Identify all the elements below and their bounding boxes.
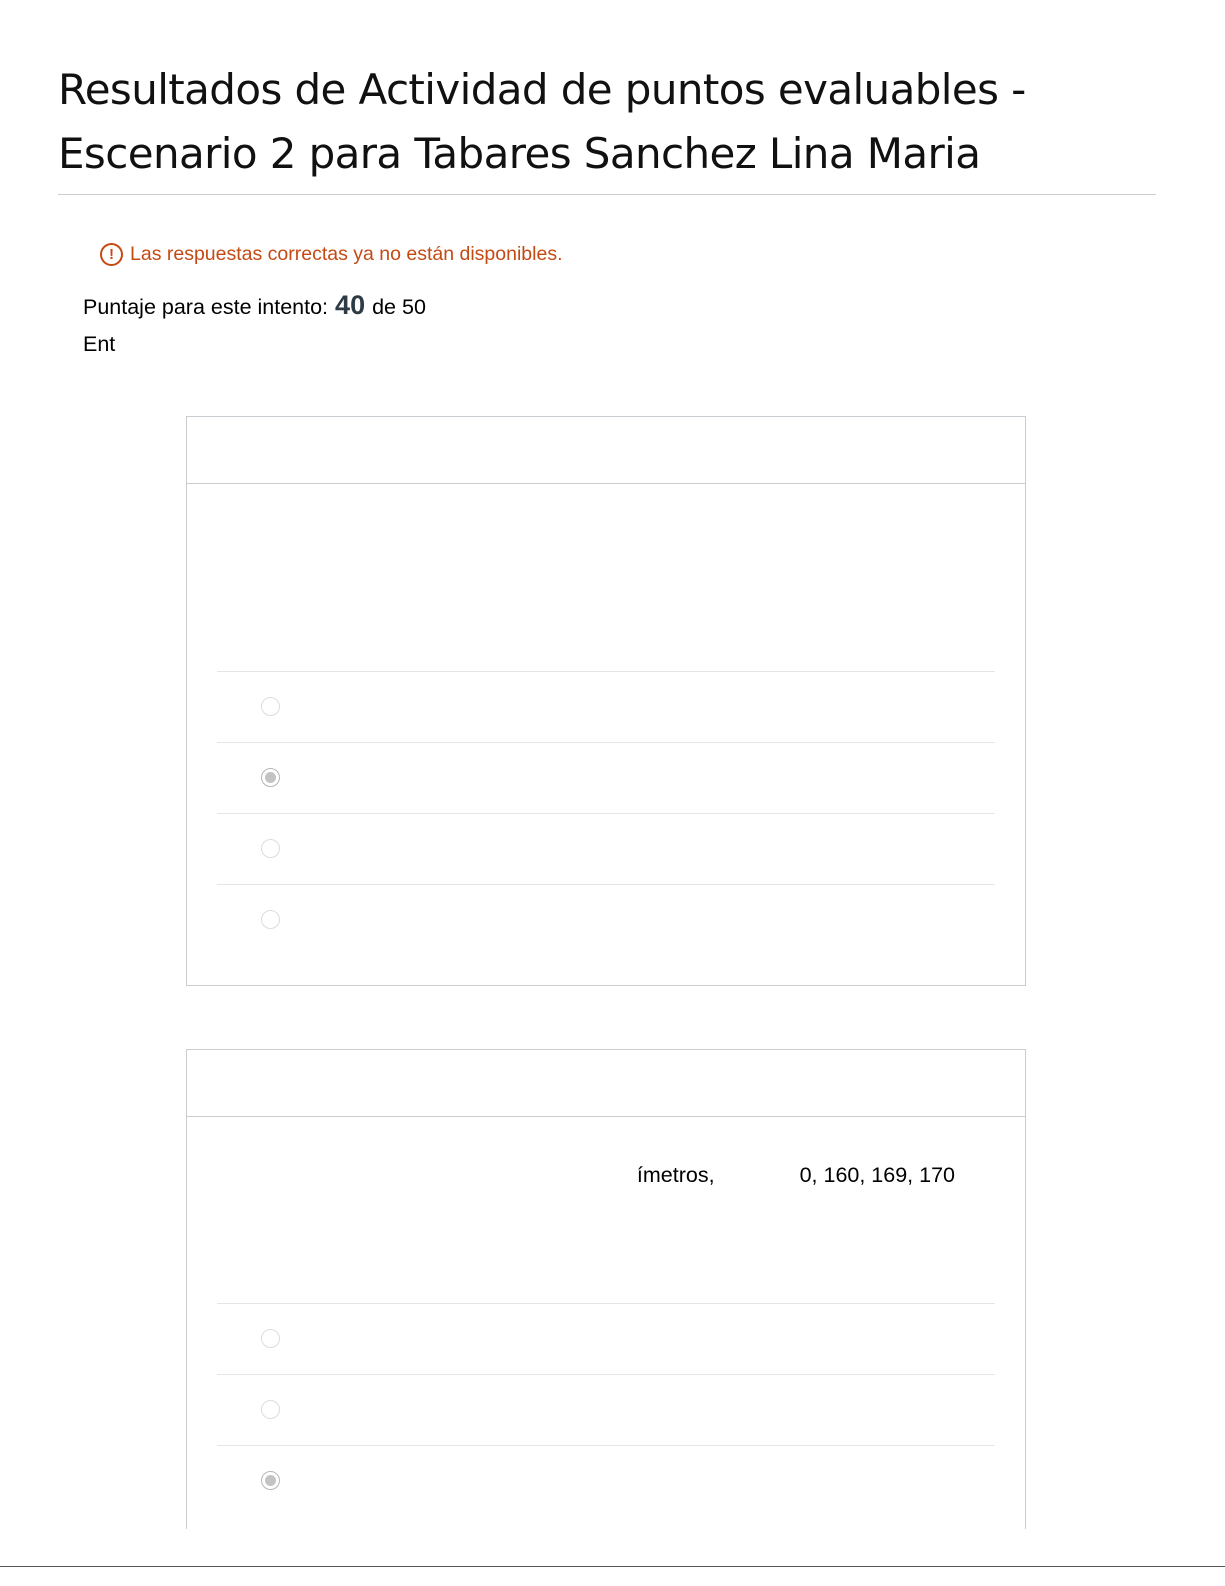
radio-button-selected[interactable]	[261, 1471, 280, 1490]
warning-circle-icon: !	[100, 243, 123, 266]
radio-button[interactable]	[261, 1329, 280, 1348]
question-header	[187, 1050, 1025, 1117]
answer-option[interactable]	[217, 884, 995, 955]
score-total: de 50	[372, 295, 426, 319]
notice-text: Las respuestas correctas ya no están disponibles.	[130, 243, 563, 265]
submitted-label: Ent	[83, 332, 116, 356]
score-label: Puntaje para este intento:	[83, 295, 329, 319]
radio-button[interactable]	[261, 910, 280, 929]
radio-button[interactable]	[261, 697, 280, 716]
question-text	[637, 1163, 955, 1188]
radio-button[interactable]	[261, 839, 280, 858]
answer-list	[217, 671, 995, 955]
correct-answers-notice	[100, 243, 563, 266]
page-title: Resultados de Actividad de puntos evaluables - Escenario 2 para Tabares Sanchez Lina Maria	[58, 65, 1026, 178]
question-text-fragment: ímetros,	[636, 1163, 715, 1187]
attempt-score	[83, 290, 426, 321]
title-divider	[58, 194, 1156, 195]
question-card-1	[186, 416, 1026, 986]
question-text-fragment: 0, 160, 169, 170	[799, 1163, 955, 1187]
answer-option[interactable]	[217, 813, 995, 884]
page-bottom-edge	[0, 1566, 1225, 1586]
answer-list	[217, 1303, 995, 1516]
score-value: 40	[335, 290, 366, 320]
answer-option[interactable]	[217, 671, 995, 742]
answer-option[interactable]	[217, 1303, 995, 1374]
radio-button-selected[interactable]	[261, 768, 280, 787]
question-header	[187, 417, 1025, 484]
answer-option[interactable]	[217, 742, 995, 813]
answer-option[interactable]	[217, 1445, 995, 1516]
answer-option[interactable]	[217, 1374, 995, 1445]
radio-button[interactable]	[261, 1400, 280, 1419]
question-card-2	[186, 1049, 1026, 1529]
